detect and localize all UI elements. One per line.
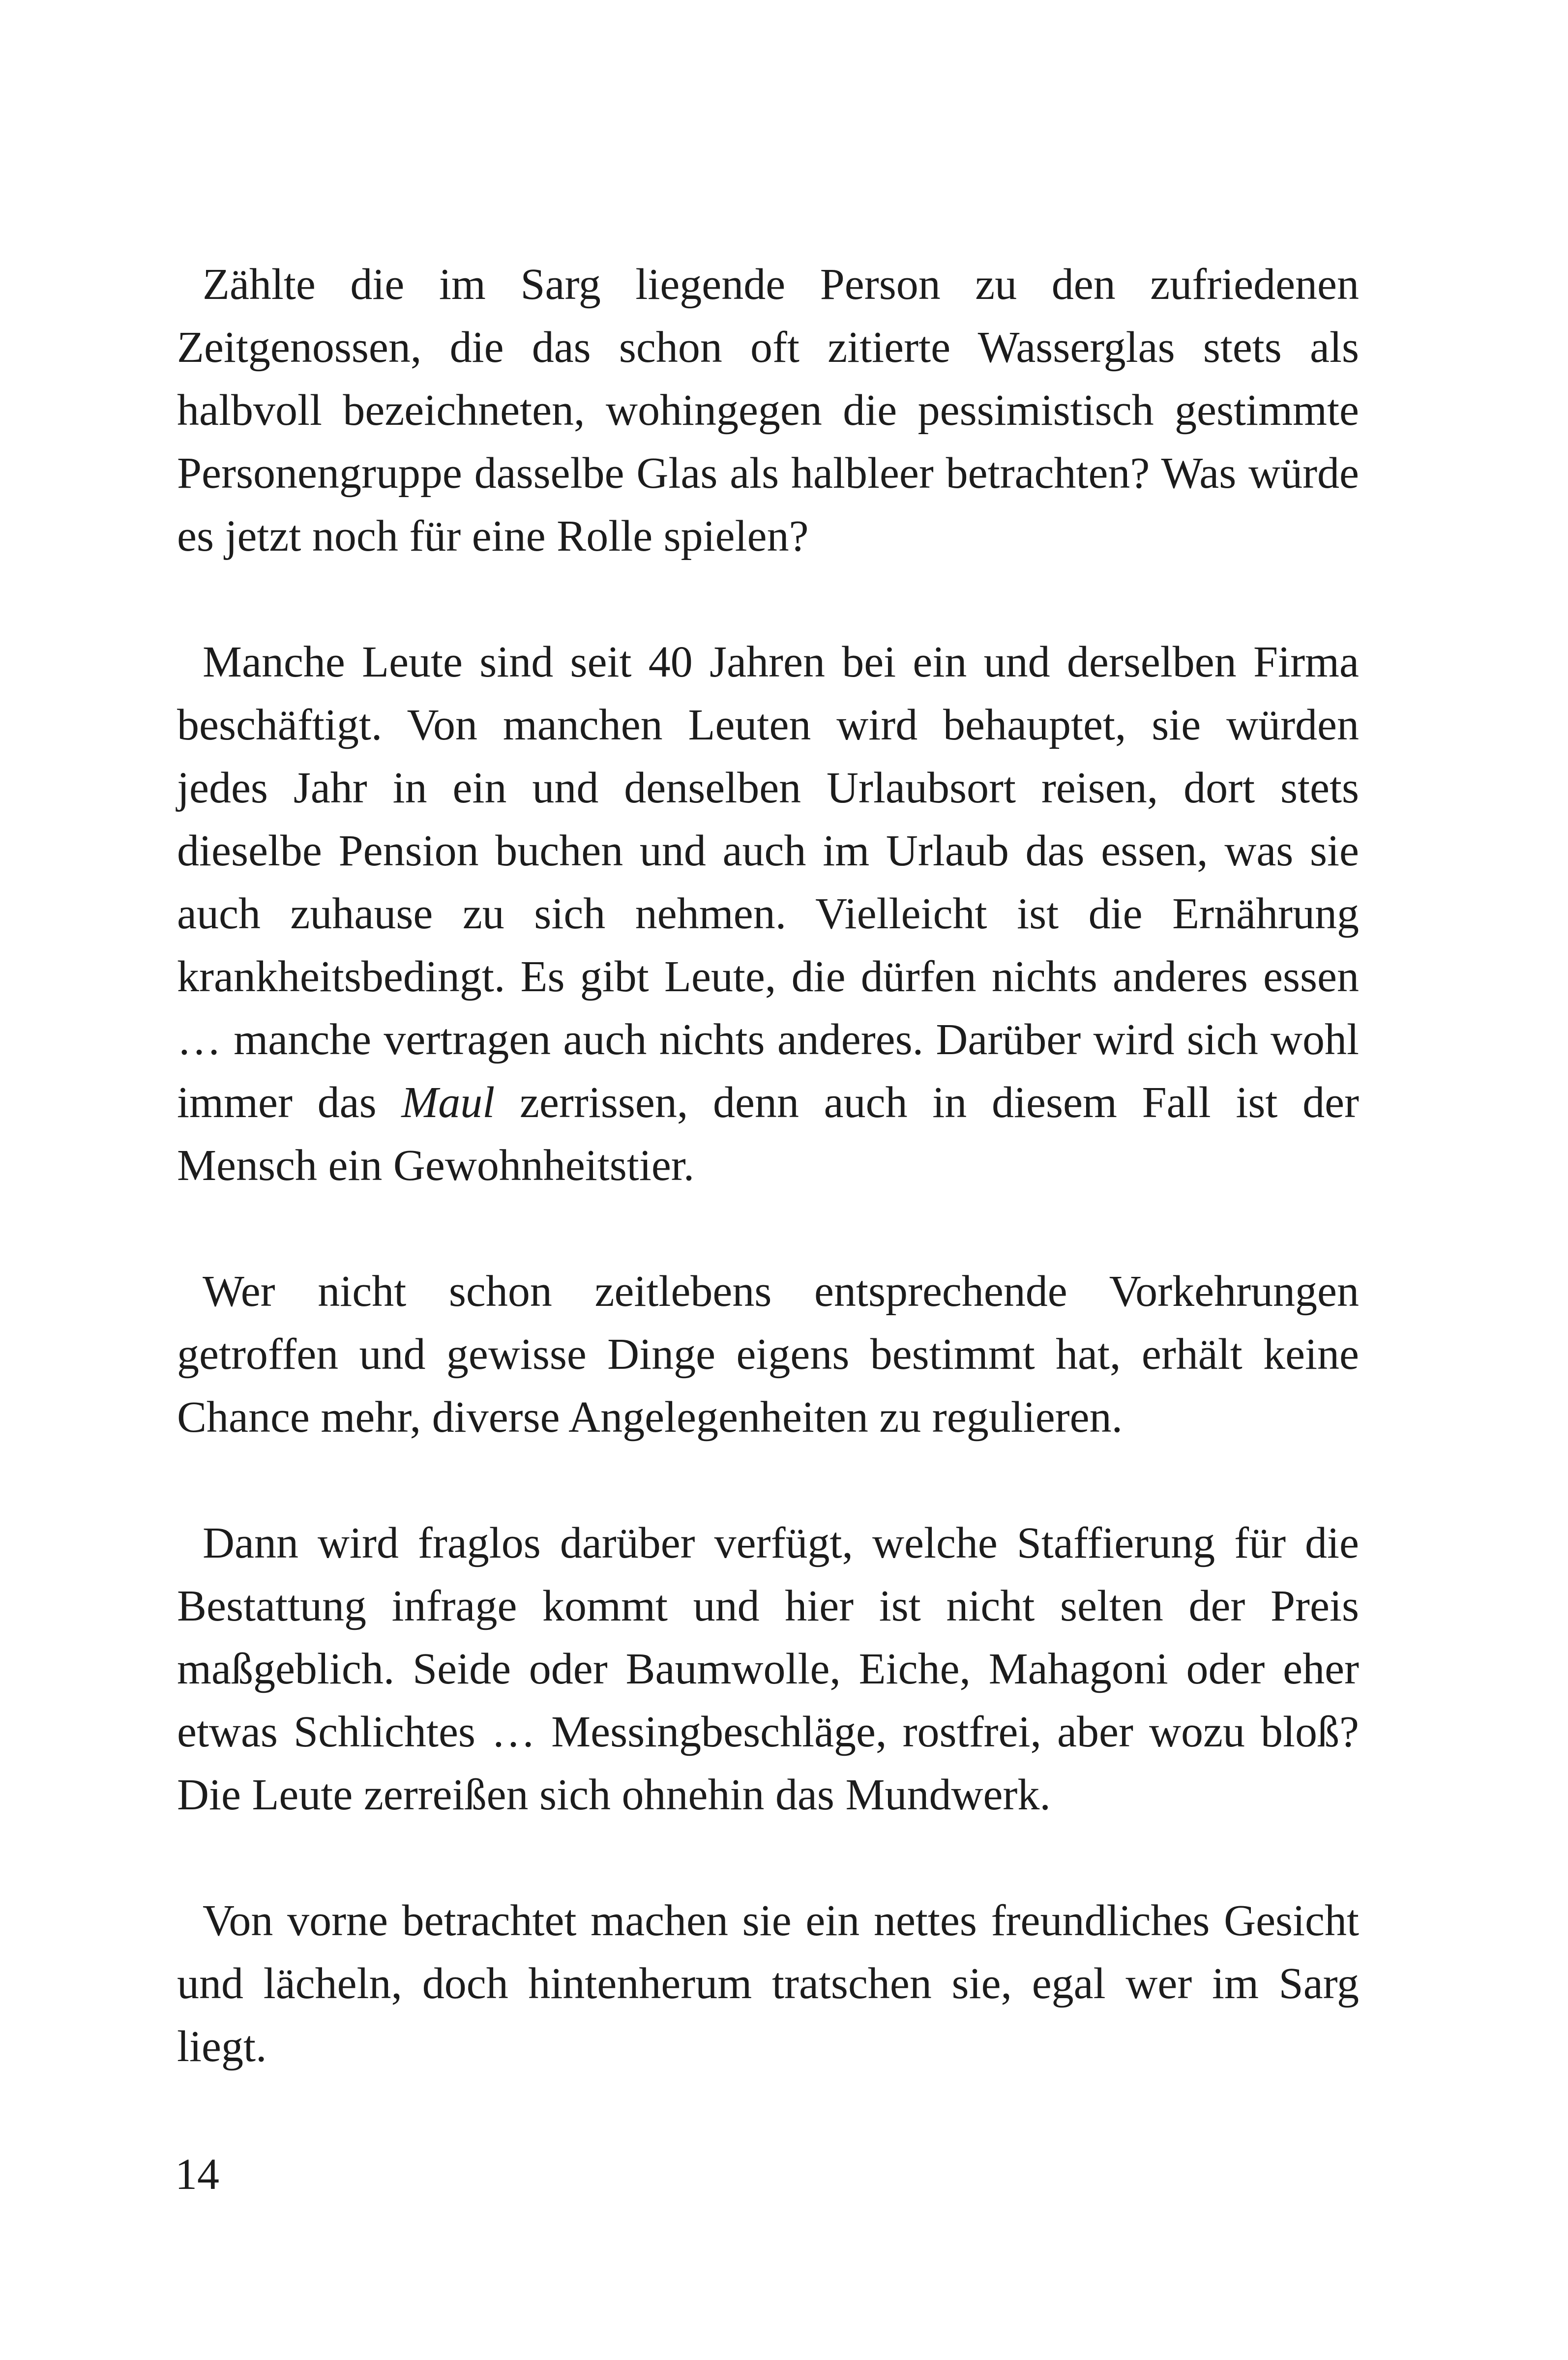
- paragraph-2-text-after: zerrissen, denn auch in diesem Fall ist der Mensch ein Gewohnheitstier.: [177, 1078, 1359, 1190]
- paragraph-4: Dann wird fraglos darüber verfügt, welche Staffierung für die Bestattung infrage kommt und hier ist nicht selten der Preis maßgeblich. Seide oder Baumwolle, Eiche, Mahagoni oder eher etwas Schlichtes … Messingbeschläge, rostfrei, aber wozu bloß? Die Leute zerreißen sich ohnehin das Mundwerk.: [177, 1519, 1359, 1819]
- emphasis-maul: Maul: [401, 1078, 495, 1127]
- page-number: 14: [175, 2150, 219, 2199]
- paragraph-3: Wer nicht schon zeitlebens entsprechende Vorkehrungen getroffen und gewisse Dinge eigens bestimmt hat, erhält keine Chance mehr, diverse Angelegenheiten zu regulieren.: [177, 1267, 1359, 1442]
- body-text: [177, 253, 1359, 2078]
- paragraph-5: Von vorne betrachtet machen sie ein nettes freundliches Gesicht und lächeln, doch hintenherum tratschen sie, egal wer im Sarg liegt.: [177, 1896, 1359, 2071]
- paragraph-1: Zählte die im Sarg liegende Person zu den zufriedenen Zeitgenossen, die das schon oft zitierte Wasserglas stets als halbvoll bezeichneten, wohingegen die pessimistisch gestimmte Personengruppe dasselbe Glas als halbleer betrachten? Was würde es jetzt noch für eine Rolle spielen?: [177, 260, 1359, 560]
- paragraph-2-text-before: Manche Leute sind seit 40 Jahren bei ein und derselben Firma beschäftigt. Von manchen Leuten wird behauptet, sie würden jedes Jahr in ein und denselben Urlaubsort reisen, dort stets dieselbe Pension buchen und auch im Urlaub das essen, was sie auch zuhause zu sich nehmen. Vielleicht ist die Ernährung krankheitsbedingt. Es gibt Leute, die dürfen nichts anderes essen … manche vertragen auch nichts anderes. Darüber wird sich wohl immer das: [177, 638, 1359, 1127]
- paragraph-2: [177, 631, 1359, 1197]
